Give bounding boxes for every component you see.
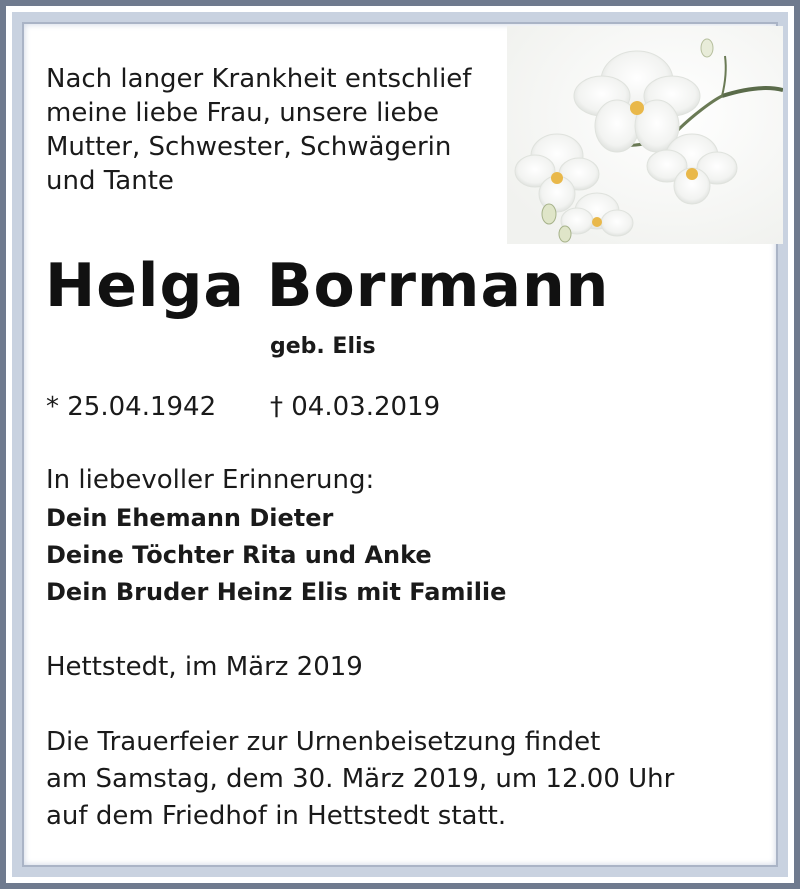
family-member: Deine Töchter Rita und Anke: [46, 541, 432, 569]
intro-line: und Tante: [46, 166, 174, 196]
birth-date: * 25.04.1942: [46, 392, 217, 422]
service-line: auf dem Friedhof in Hettstedt statt.: [46, 801, 507, 831]
death-date: † 04.03.2019: [270, 392, 441, 422]
family-member: Dein Ehemann Dieter: [46, 504, 334, 532]
memory-heading: In liebevoller Erinnerung:: [46, 465, 375, 495]
funeral-service-info: [46, 724, 674, 835]
family-list: [46, 500, 506, 611]
family-member: Dein Bruder Heinz Elis mit Familie: [46, 578, 507, 606]
service-line: Die Trauerfeier zur Urnenbeisetzung findet: [46, 727, 601, 757]
intro-line: Mutter, Schwester, Schwägerin: [46, 132, 452, 162]
intro-line: meine liebe Frau, unsere liebe: [46, 98, 440, 128]
orchid-flower-icon: [507, 26, 783, 244]
deceased-name: Helga Borrmann: [45, 251, 610, 321]
maiden-name: geb. Elis: [270, 334, 376, 359]
service-line: am Samstag, dem 30. März 2019, um 12.00 Uhr: [46, 764, 675, 794]
intro-line: Nach langer Krankheit entschlief: [46, 64, 472, 94]
intro-text: [46, 62, 471, 198]
place-date: Hettstedt, im März 2019: [46, 652, 363, 682]
